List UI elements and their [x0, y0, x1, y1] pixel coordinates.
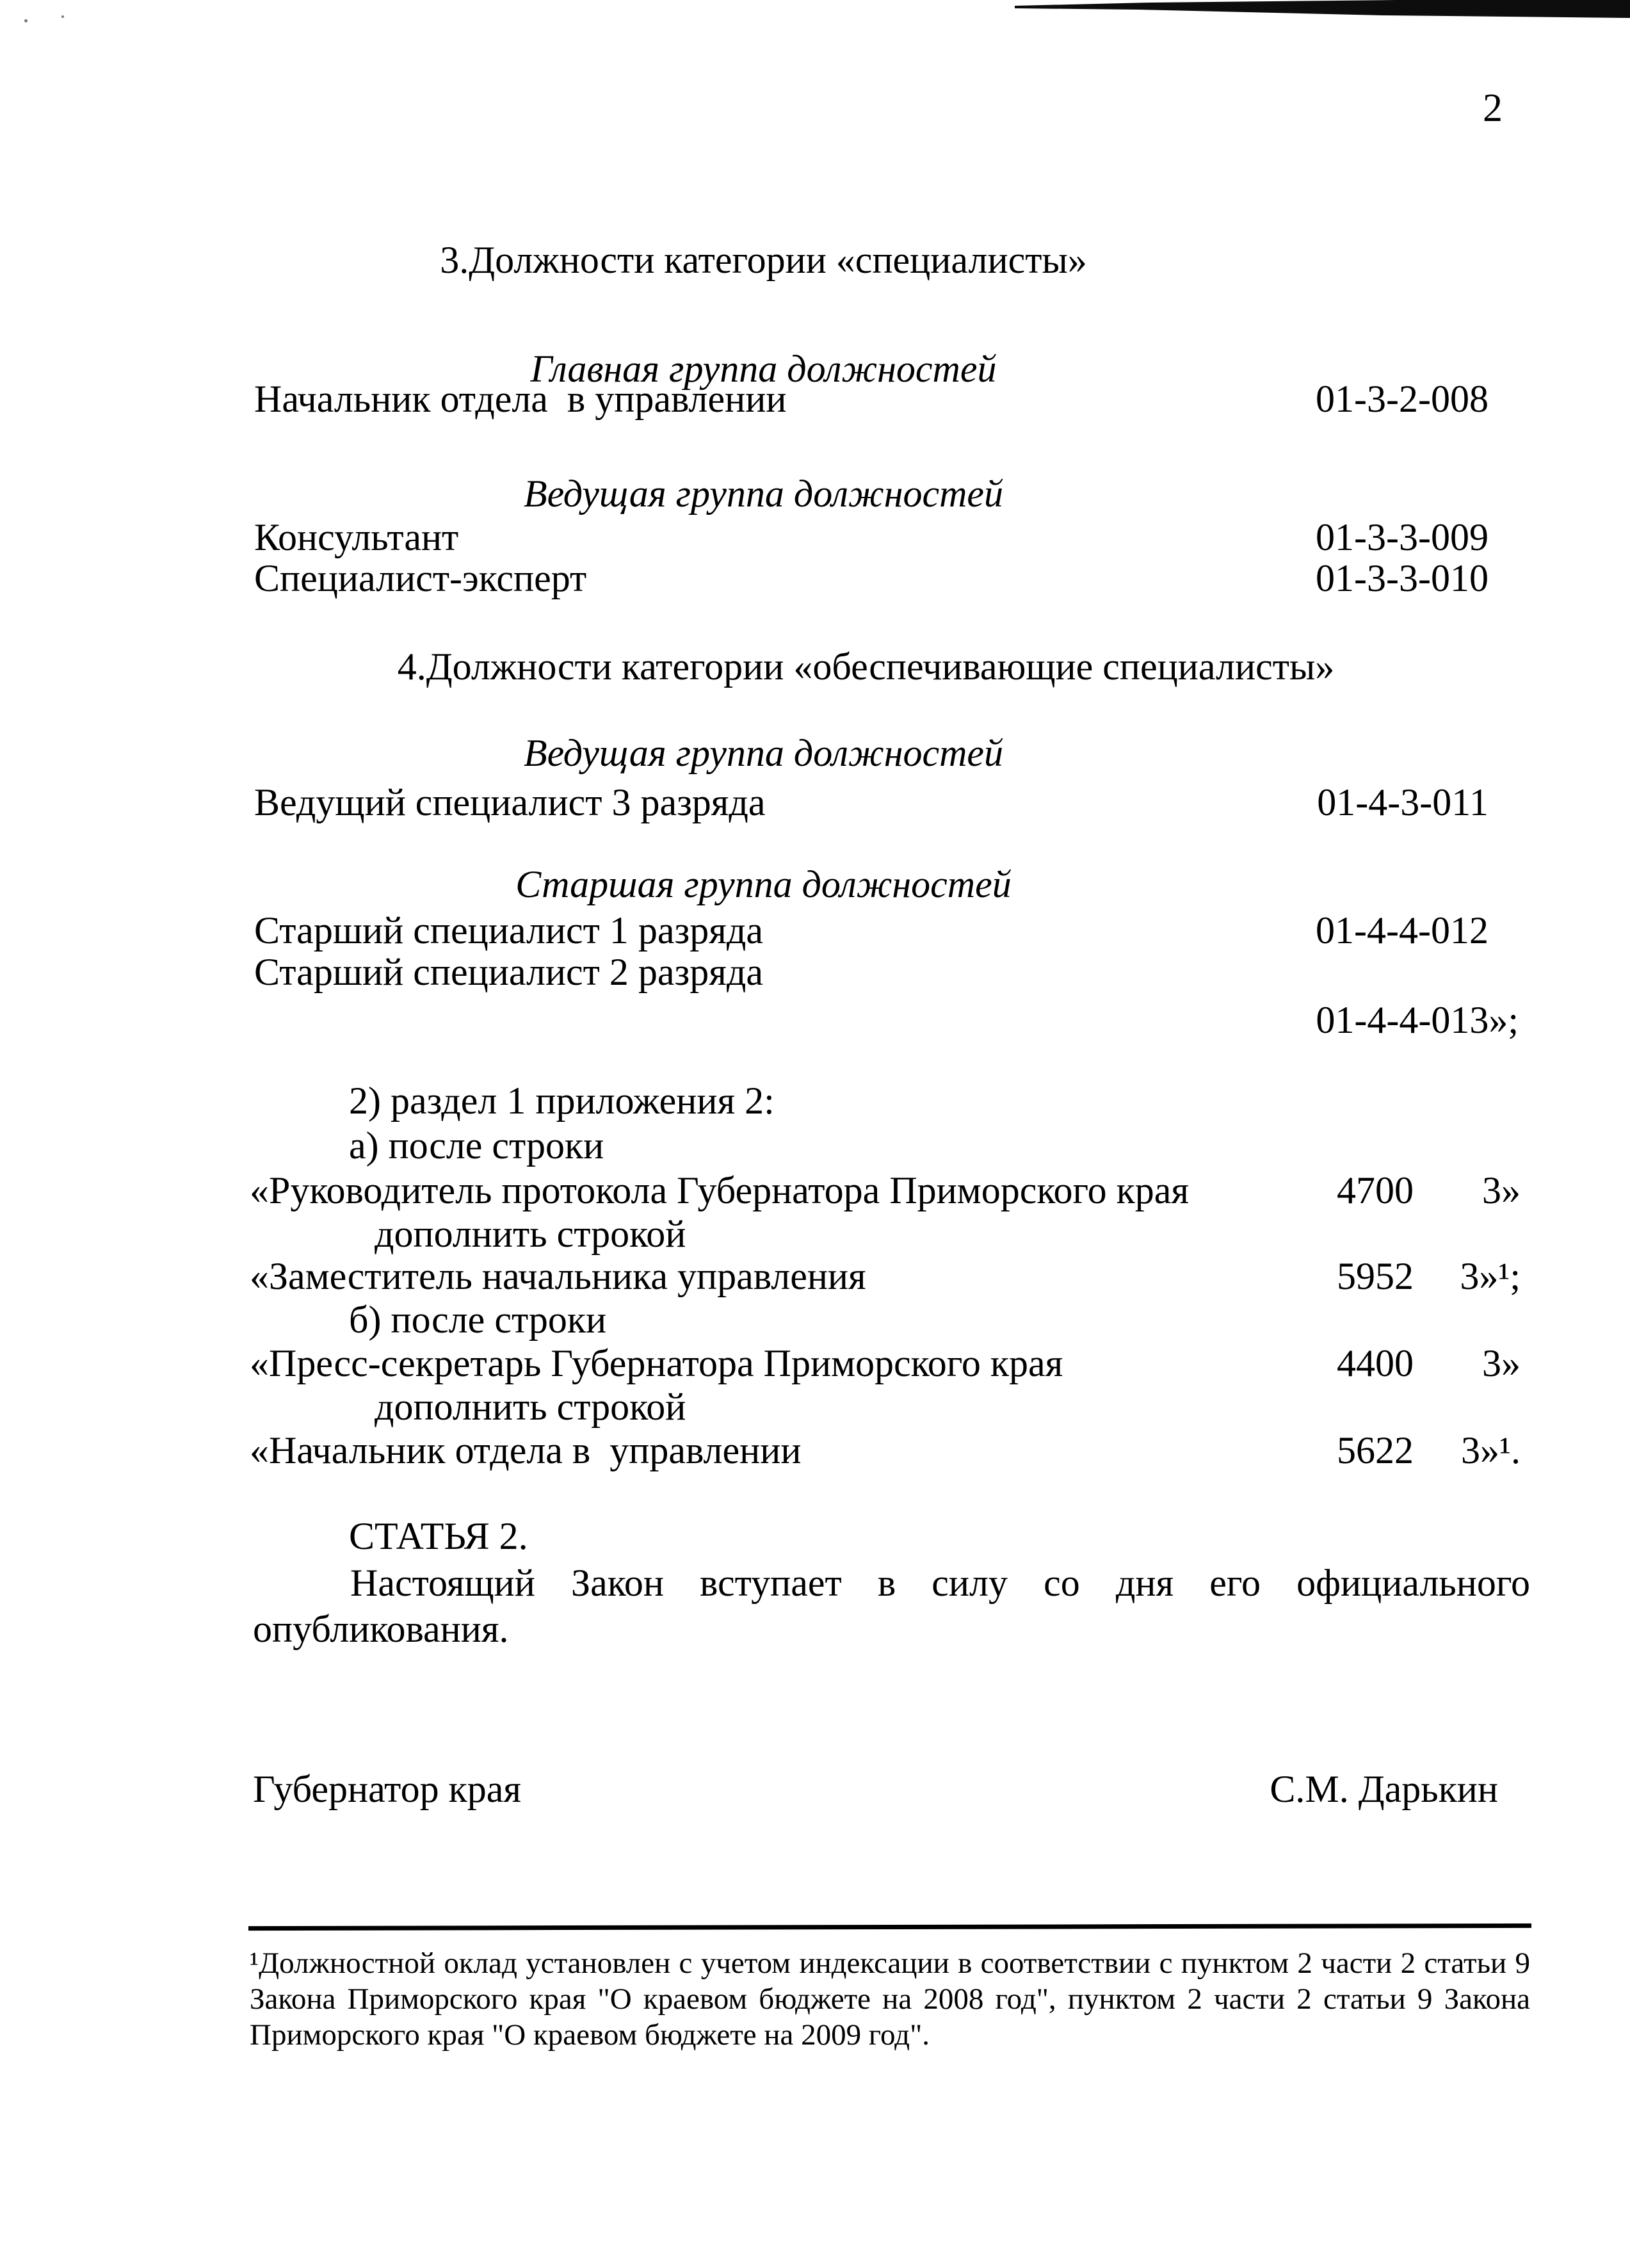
signature-row	[253, 1769, 1498, 1809]
salary-amount: 4700	[1337, 1169, 1414, 1211]
position-code: 01-4-3-011	[1317, 781, 1489, 823]
salary-row-name: «Заместитель начальника управления	[250, 1255, 866, 1297]
group-title-leading-2: Ведущая группа должностей	[523, 732, 1004, 774]
position-code: 01-3-3-009	[1316, 516, 1489, 558]
footnote-text: ¹Должностной оклад установлен с учетом индексации в соответствии с пунктом 2 части 2 статьи 9 Закона Приморского края "О краевом бюджете на 2008 год", пунктом 2 части 2 статьи 9 Закона Приморского края "О краевом бюджете на 2009 год".	[250, 1947, 1530, 2052]
add-line-label: дополнить строкой	[375, 1386, 686, 1428]
trailing-code: 01-4-4-013»;	[1316, 999, 1519, 1041]
salary-grade: 3»¹.	[1461, 1429, 1521, 1471]
group-title-main: Главная группа должностей	[530, 348, 997, 390]
article2-heading: СТАТЬЯ 2.	[349, 1515, 528, 1557]
position-code: 01-4-4-012	[1316, 909, 1489, 952]
salary-row	[250, 1170, 1521, 1210]
add-line-label: дополнить строкой	[375, 1213, 686, 1255]
salary-row-name: «Начальник отдела в управлении	[250, 1429, 802, 1471]
salary-row	[250, 1343, 1521, 1383]
signature-name: С.М. Дарькин	[1270, 1768, 1498, 1810]
amendment-intro: 2) раздел 1 приложения 2:	[349, 1080, 775, 1122]
position-row	[254, 952, 1489, 992]
position-name: Старший специалист 1 разряда	[254, 909, 763, 952]
position-row	[254, 379, 1489, 419]
scan-speck	[61, 15, 64, 18]
group-title-leading: Ведущая группа должностей	[523, 473, 1004, 515]
salary-amount: 5952	[1337, 1255, 1414, 1297]
salary-row	[250, 1256, 1521, 1296]
section4-heading: 4.Должности категории «обеспечивающие специалисты»	[397, 645, 1335, 688]
section3-heading: 3.Должности категории «специалисты»	[440, 239, 1087, 281]
salary-amount: 4400	[1337, 1342, 1414, 1384]
group-title-senior: Старшая группа должностей	[515, 863, 1012, 905]
position-name: Консультант	[254, 516, 459, 558]
position-name: Старший специалист 2 разряда	[254, 951, 763, 993]
salary-row-name: «Пресс-секретарь Губернатора Приморского края	[250, 1342, 1063, 1384]
salary-row	[250, 1430, 1521, 1470]
scan-artifact-bar	[1015, 0, 1630, 19]
salary-grade: 3»	[1482, 1169, 1521, 1211]
salary-row-name: «Руководитель протокола Губернатора Приморского края	[250, 1169, 1189, 1211]
article2-body: Настоящий Закон вступает в силу со дня его официального опубликования.	[253, 1562, 1530, 1650]
signature-title: Губернатор края	[253, 1768, 521, 1810]
position-row	[254, 517, 1489, 557]
position-code: 01-3-2-008	[1316, 378, 1489, 420]
page-number: 2	[1483, 86, 1503, 130]
position-row	[254, 558, 1489, 598]
item-a-label: а) после строки	[349, 1124, 604, 1167]
scan-speck	[24, 19, 28, 22]
position-name: Начальник отдела в управлении	[254, 378, 787, 420]
footnote-divider	[248, 1924, 1531, 1931]
salary-grade: 3»¹;	[1460, 1255, 1521, 1297]
position-row	[254, 782, 1489, 822]
salary-grade: 3»	[1482, 1342, 1521, 1384]
position-name: Ведущий специалист 3 разряда	[254, 781, 766, 823]
position-row	[254, 911, 1489, 950]
position-code: 01-3-3-010	[1316, 557, 1489, 599]
item-b-label: б) после строки	[349, 1299, 607, 1341]
salary-amount: 5622	[1337, 1429, 1414, 1471]
position-name: Специалист-эксперт	[254, 557, 587, 599]
